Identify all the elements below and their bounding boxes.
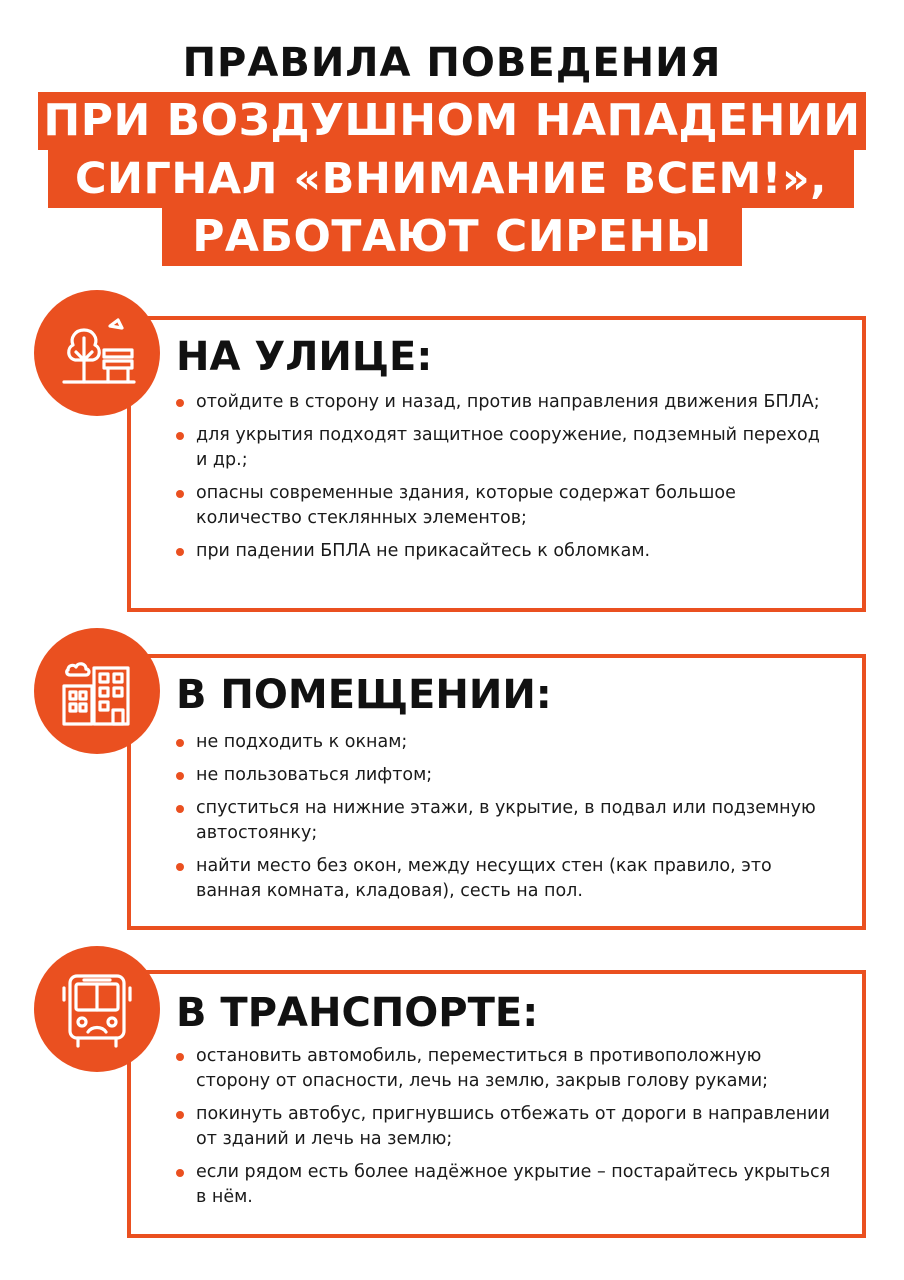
list-item: для укрытия подходят защитное сооружение, подземный переход и др.; xyxy=(176,423,836,473)
list-item: если рядом есть более надёжное укрытие – постарайтесь укрыться в нём. xyxy=(176,1160,836,1210)
title-banner-2: СИГНАЛ «ВНИМАНИЕ ВСЕМ!», xyxy=(48,150,854,208)
buildings-icon xyxy=(34,628,160,754)
list-item: опасны современные здания, которые содержат большое количество стеклянных элементов; xyxy=(176,481,836,531)
bus-icon xyxy=(34,946,160,1072)
list-item: найти место без окон, между несущих стен (как правило, это ванная комната, кладовая), сесть на пол. xyxy=(176,854,836,904)
list-item: при падении БПЛА не прикасайтесь к обломкам. xyxy=(176,539,836,564)
indoors-rules-list xyxy=(176,730,836,912)
section-heading-transport: В ТРАНСПОРТЕ: xyxy=(176,990,539,1036)
street-rules-list xyxy=(176,390,836,572)
list-item: не подходить к окнам; xyxy=(176,730,836,755)
transport-rules-list xyxy=(176,1044,836,1218)
section-heading-indoors: В ПОМЕЩЕНИИ: xyxy=(176,672,552,718)
title-banner-3: РАБОТАЮТ СИРЕНЫ xyxy=(162,208,742,266)
tree-bench-icon xyxy=(34,290,160,416)
list-item: покинуть автобус, пригнувшись отбежать от дороги в направлении от зданий и лечь на землю; xyxy=(176,1102,836,1152)
list-item: отойдите в сторону и назад, против направления движения БПЛА; xyxy=(176,390,836,415)
list-item: не пользоваться лифтом; xyxy=(176,763,836,788)
list-item: остановить автомобиль, переместиться в противоположную сторону от опасности, лечь на землю, закрыв голову руками; xyxy=(176,1044,836,1094)
poster-title: ПРАВИЛА ПОВЕДЕНИЯ xyxy=(182,40,722,86)
section-heading-street: НА УЛИЦЕ: xyxy=(176,334,433,380)
list-item: спуститься на нижние этажи, в укрытие, в подвал или подземную автостоянку; xyxy=(176,796,836,846)
title-banner-1: ПРИ ВОЗДУШНОМ НАПАДЕНИИ xyxy=(38,92,866,150)
